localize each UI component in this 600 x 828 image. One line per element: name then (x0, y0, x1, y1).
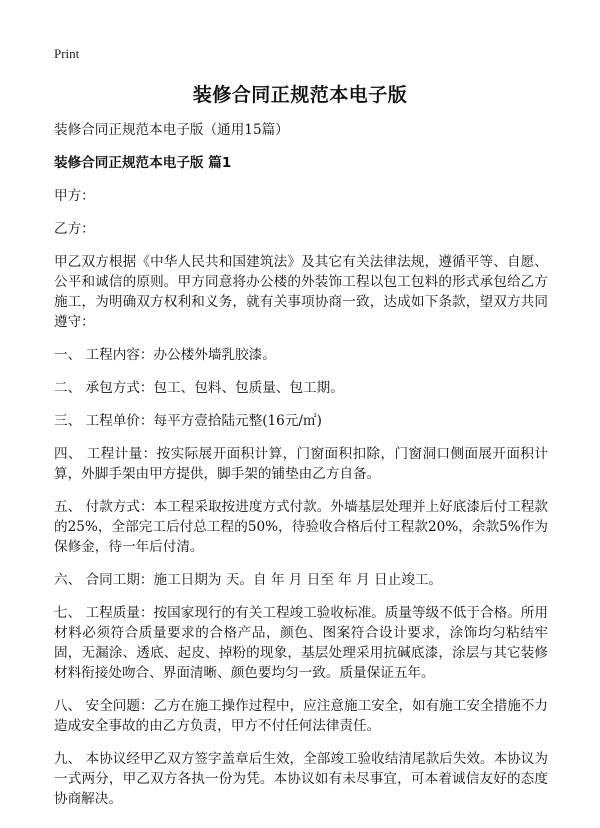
clause-2-contract-method: 二、 承包方式：包工、包料、包质量、包工期。 (54, 380, 344, 396)
clause-1-work-content: 一、 工程内容：办公楼外墙乳胶漆。 (54, 347, 276, 363)
document-title: 装修合同正规范本电子版 (192, 84, 408, 106)
paragraph-intro: 甲乙双方根据《中华人民共和国建筑法》及其它有关法律法规，遵循平等、自愿、公平和诚信的原则。甲方同意将办公楼的外装饰工程以包工包料的形式承包给乙方施工，为明确双方权利和义务，就有关事项协商一致，达成如下条款，望双方共同遵守： (54, 254, 548, 330)
clause-6-duration: 六、 合同工期：施工日期为 天。自 年 月 日至 年 月 日止竣工。 (54, 572, 443, 588)
clause-4-measurement: 四、 工程计量：按实际展开面积计算，门窗面积扣除，门窗洞口侧面展开面积计算，外脚手架由甲方提供，脚手架的铺垫由乙方自备。 (54, 446, 548, 482)
print-label[interactable]: Print (54, 46, 80, 61)
clause-8-safety: 八、 安全问题：乙方在施工操作过程中，应注意施工安全，如有施工安全措施不力造成安全事故的由乙方负责，甲方不付任何法律责任。 (54, 698, 548, 734)
document-body (54, 120, 548, 822)
party-b-line: 乙方： (54, 221, 95, 237)
clause-7-quality: 七、 工程质量：按国家现行的有关工程竣工验收标准。质量等级不低于合格。所用材料必须符合质量要求的合格产品，颜色、图案符合设计要求，涂饰均匀粘结牢固，无漏涂、透底、起皮、掉粉的现象，基层处理采用抗碱底漆，涂层与其它装修材料衔接处吻合、界面清晰、颜色要均匀一致。质量保证五年。 (54, 605, 548, 681)
clause-5-payment: 五、 付款方式：本工程采取按进度方式付款。外墙基层处理并上好底漆后付工程款的25%，全部完工后付总工程的50%，待验收合格后付工程款20%，余款5%作为保修金，待一年后付清。 (54, 499, 548, 555)
document-subtitle: 装修合同正规范本电子版（通用15篇） (54, 122, 289, 138)
clause-9-effectiveness: 九、 本协议经甲乙双方签字盖章后生效，全部竣工验收结清尾款后失效。本协议为一式两分，甲乙双方各执一份为凭。本协议如有未尽事宜，可本着诚信友好的态度协商解决。 (54, 751, 548, 807)
section-title: 装修合同正规范本电子版 篇1 (54, 155, 232, 171)
clause-3-unit-price: 三、 工程单价：每平方壹拾陆元整(16元/㎡) (54, 413, 322, 429)
party-a-line: 甲方： (54, 188, 95, 204)
